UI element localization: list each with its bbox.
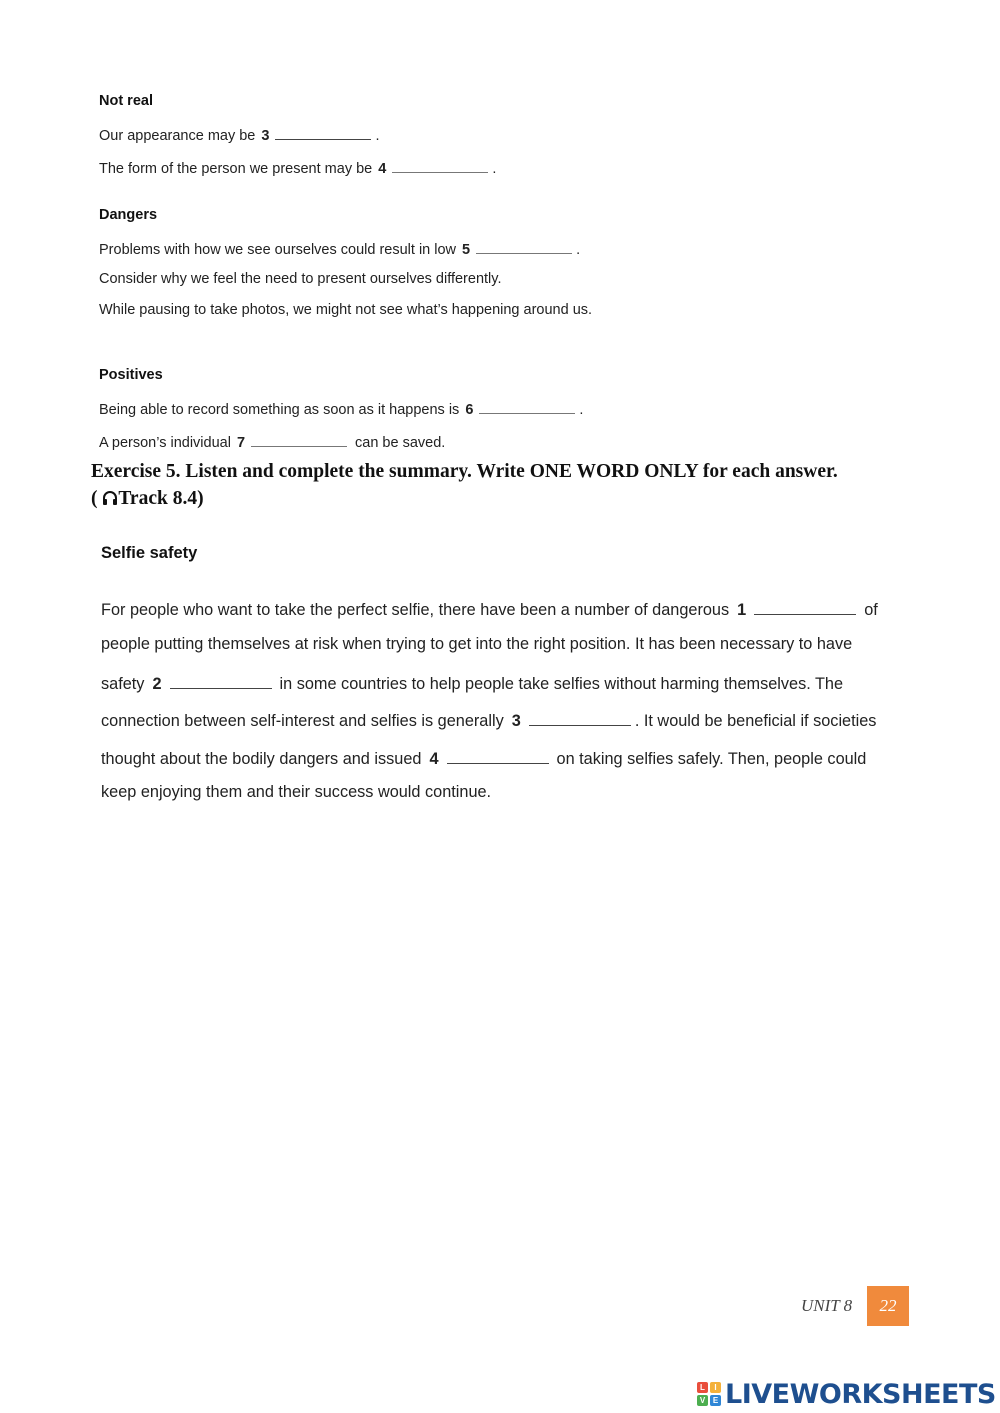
summary-line: keep enjoying them and their success would continue. <box>101 783 492 801</box>
answer-blank-3[interactable] <box>275 125 371 140</box>
list-item: Consider why we feel the need to present ourselves differently. <box>99 271 502 287</box>
line-text: Problems with how we see ourselves could result in low <box>99 242 457 258</box>
blank-number: 3 <box>261 128 270 144</box>
summary-line <box>101 672 843 694</box>
blank-number: 4 <box>378 161 387 177</box>
line-text: The form of the person we present may be <box>99 161 373 177</box>
headphones-icon <box>102 490 118 506</box>
logo-tile: I <box>710 1382 721 1393</box>
blank-number: 1 <box>737 601 747 619</box>
list-item: While pausing to take photos, we might not see what’s happening around us. <box>99 302 593 318</box>
blank-number: 5 <box>462 242 471 258</box>
section-heading-not-real: Not real <box>99 93 153 109</box>
line-text-after: in some countries to help people take selfies without harming themselves. The <box>279 675 844 693</box>
blank-number: 4 <box>429 750 439 768</box>
summary-line <box>101 709 876 731</box>
answer-blank-6[interactable] <box>479 399 575 414</box>
line-text-after: . <box>492 161 497 177</box>
logo-tile: V <box>697 1395 708 1406</box>
list-item <box>99 239 580 258</box>
track-open-paren: ( <box>91 488 98 509</box>
page-number: 22 <box>867 1286 909 1326</box>
line-text-after: on taking selfies safely. Then, people could <box>556 750 867 768</box>
summary-blank-4[interactable] <box>447 747 549 764</box>
summary-line <box>101 747 866 769</box>
logo-tile: L <box>697 1382 708 1393</box>
line-text-after: . <box>576 242 581 258</box>
answer-blank-7[interactable] <box>251 432 347 447</box>
blank-number: 2 <box>152 675 162 693</box>
section-heading-positives: Positives <box>99 367 163 383</box>
logo-tiles <box>697 1382 721 1406</box>
line-text-after: . It would be beneficial if societies <box>634 712 877 730</box>
list-item <box>99 399 583 418</box>
line-text: connection between self-interest and selfies is generally <box>101 712 504 730</box>
list-item <box>99 432 445 451</box>
summary-line: people putting themselves at risk when trying to get into the right position. It has been necessary to have <box>101 635 853 653</box>
line-text: For people who want to take the perfect selfie, there have been a number of dangerous <box>101 601 730 619</box>
track-label <box>91 488 204 510</box>
line-text: A person’s individual <box>99 435 231 451</box>
line-text: thought about the bodily dangers and issued <box>101 750 422 768</box>
list-item <box>99 158 496 177</box>
list-item <box>99 125 379 144</box>
summary-blank-1[interactable] <box>754 598 856 615</box>
track-number: Track 8.4) <box>118 488 204 509</box>
blank-number: 6 <box>465 402 474 418</box>
liveworksheets-logo <box>697 1378 996 1410</box>
unit-label: UNIT 8 <box>801 1296 853 1315</box>
line-text-after: can be saved. <box>355 435 446 451</box>
line-text-after: . <box>375 128 380 144</box>
line-text-after: . <box>579 402 584 418</box>
answer-blank-5[interactable] <box>476 239 572 254</box>
exercise-title: Exercise 5. Listen and complete the summary. Write ONE WORD ONLY for each answer. <box>91 461 838 482</box>
logo-text: LIVEWORKSHEETS <box>725 1378 996 1410</box>
summary-blank-3[interactable] <box>529 709 631 726</box>
section-heading-dangers: Dangers <box>99 207 158 223</box>
answer-blank-4[interactable] <box>392 158 488 173</box>
blank-number: 7 <box>236 435 246 451</box>
line-text: Being able to record something as soon as it happens is <box>99 402 460 418</box>
summary-heading: Selfie safety <box>101 544 198 562</box>
blank-number: 3 <box>511 712 521 730</box>
line-text: Our appearance may be <box>99 128 256 144</box>
logo-tile: E <box>710 1395 721 1406</box>
summary-line <box>101 598 878 620</box>
line-text-after: of <box>864 601 878 619</box>
line-text: safety <box>101 675 145 693</box>
summary-blank-2[interactable] <box>170 672 272 689</box>
